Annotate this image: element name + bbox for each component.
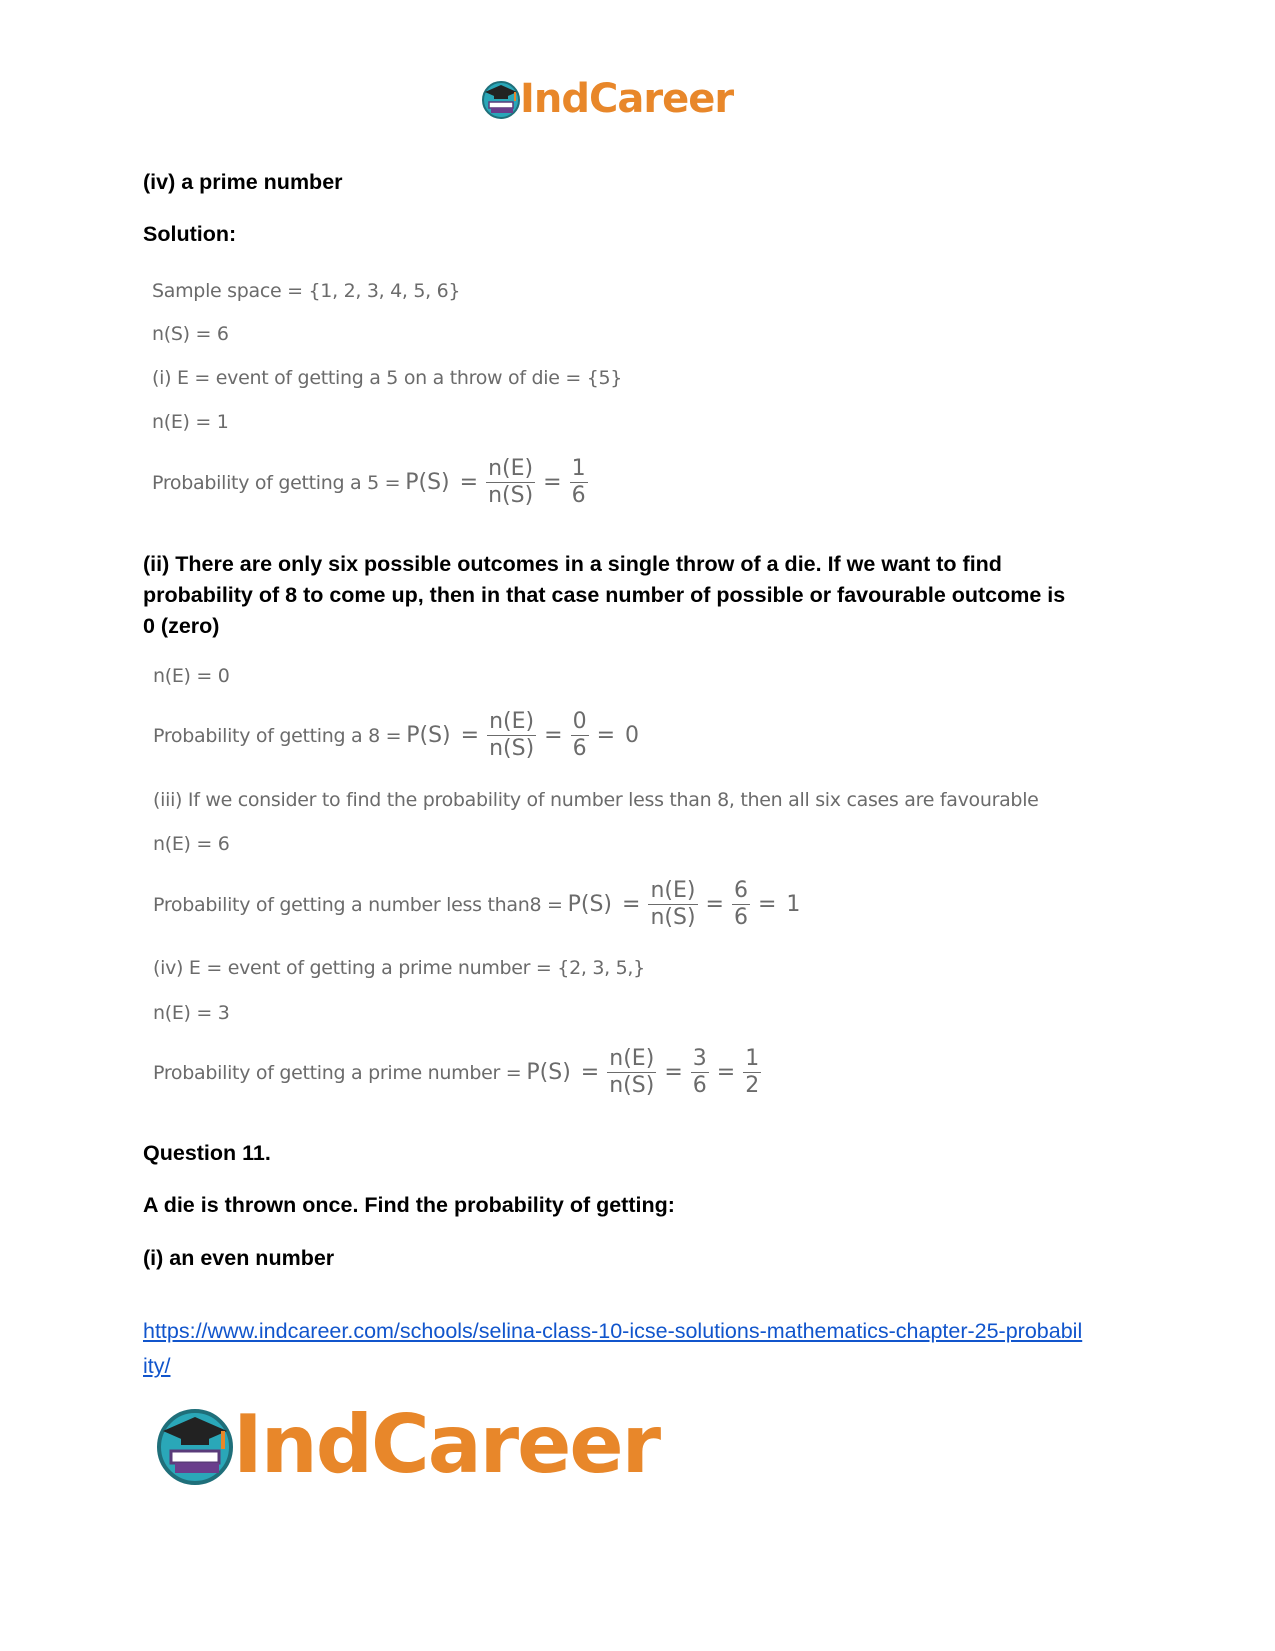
probability-equation-5 — [152, 456, 591, 509]
part-iii-line: (iii) If we consider to find the probability of number less than 8, then all six cases are favourable — [153, 789, 1039, 811]
question-text: A die is thrown once. Find the probability of getting: — [143, 1193, 675, 1217]
equals-sign: = — [716, 1060, 736, 1085]
probability-equation-prime — [153, 1046, 764, 1099]
equation-ps: P(S) — [406, 723, 451, 748]
question-part-i: (i) an even number — [143, 1246, 335, 1270]
equation-label: Probability of getting a 8 = — [153, 724, 402, 747]
fraction-result — [570, 456, 588, 509]
fraction-denominator: n(S) — [489, 736, 535, 761]
graduation-cap-book-icon — [480, 78, 522, 120]
fraction-denominator: n(S) — [650, 905, 696, 930]
equation-ps: P(S) — [526, 1060, 571, 1085]
event-iv-line: (iv) E = event of getting a prime number = {2, 3, 5,} — [153, 957, 645, 979]
event-i-line: (i) E = event of getting a 5 on a throw of die = {5} — [152, 367, 623, 389]
footer-logo — [153, 1398, 659, 1491]
fraction-result — [691, 1046, 709, 1099]
sample-space-line: Sample space = {1, 2, 3, 4, 5, 6} — [152, 280, 461, 302]
equals-sign: = — [622, 892, 641, 917]
equals-sign: = — [460, 723, 480, 748]
fraction-numerator: 1 — [745, 1046, 760, 1071]
equation-label: Probability of getting a 5 = — [152, 471, 401, 494]
probability-equation-8 — [153, 709, 644, 762]
fraction-denominator: 6 — [692, 1073, 707, 1098]
equation-label: Probability of getting a prime number = — [153, 1061, 522, 1084]
equals-sign: = — [543, 470, 562, 495]
fraction-ne-ns — [648, 878, 697, 931]
fraction-ne-ns — [487, 709, 536, 762]
header-logo — [480, 76, 733, 122]
fraction-numerator: 3 — [692, 1046, 707, 1071]
fraction-numerator: 0 — [572, 709, 587, 734]
fraction-simplified — [743, 1046, 761, 1099]
equals-sign: = — [664, 1060, 683, 1085]
equals-sign: = — [705, 892, 724, 917]
fraction-denominator: n(S) — [609, 1073, 655, 1098]
equation-result: 1 — [786, 892, 801, 917]
fraction-denominator: n(S) — [488, 483, 534, 508]
fraction-denominator: 2 — [745, 1073, 760, 1098]
fraction-ne-ns — [607, 1046, 656, 1099]
equals-sign: = — [757, 892, 777, 917]
solution-heading: Solution: — [143, 222, 237, 246]
graduation-cap-book-icon — [153, 1403, 237, 1487]
header-brand-text: IndCareer — [520, 76, 734, 122]
equation-ps: P(S) — [567, 892, 613, 917]
n-s-line: n(S) = 6 — [152, 323, 229, 345]
footer-source-link[interactable]: https://www.indcareer.com/schools/selina-class-10-icse-solutions-mathematics-chapter-25-probability/ — [143, 1319, 1083, 1378]
equals-sign: = — [459, 470, 479, 495]
fraction-numerator: 1 — [571, 456, 586, 481]
equation-result: 0 — [625, 723, 640, 748]
fraction-result — [571, 709, 589, 762]
equation-ps: P(S) — [405, 470, 450, 495]
probability-equation-less-than-8 — [153, 878, 805, 931]
fraction-numerator: 6 — [733, 878, 748, 903]
n-e-ii-line: n(E) = 0 — [153, 665, 230, 687]
fraction-numerator: n(E) — [650, 878, 696, 903]
equation-label: Probability of getting a number less than8 = — [153, 893, 563, 916]
n-e-iv-line: n(E) = 3 — [153, 1002, 230, 1024]
n-e-iii-line: n(E) = 6 — [153, 833, 230, 855]
fraction-numerator: n(E) — [488, 456, 534, 481]
equals-sign: = — [580, 1060, 600, 1085]
part-iv-heading: (iv) a prime number — [143, 170, 343, 194]
equals-sign: = — [596, 723, 616, 748]
fraction-numerator: n(E) — [609, 1046, 655, 1071]
fraction-denominator: 6 — [572, 736, 587, 761]
fraction-denominator: 6 — [733, 905, 748, 930]
fraction-denominator: 6 — [571, 483, 586, 508]
question-title: Question 11. — [143, 1141, 271, 1165]
part-ii-text: (ii) There are only six possible outcomes in a single throw of a die. If we want to find probability of 8 to come up, then in that case number of possible or favourable outcome is 0 (zero) — [143, 552, 1066, 638]
footer-brand-text: IndCareer — [233, 1398, 660, 1491]
fraction-result — [732, 878, 750, 931]
equals-sign: = — [544, 723, 563, 748]
fraction-numerator: n(E) — [489, 709, 535, 734]
fraction-ne-ns — [486, 456, 535, 509]
n-e-i-line: n(E) = 1 — [152, 411, 229, 433]
